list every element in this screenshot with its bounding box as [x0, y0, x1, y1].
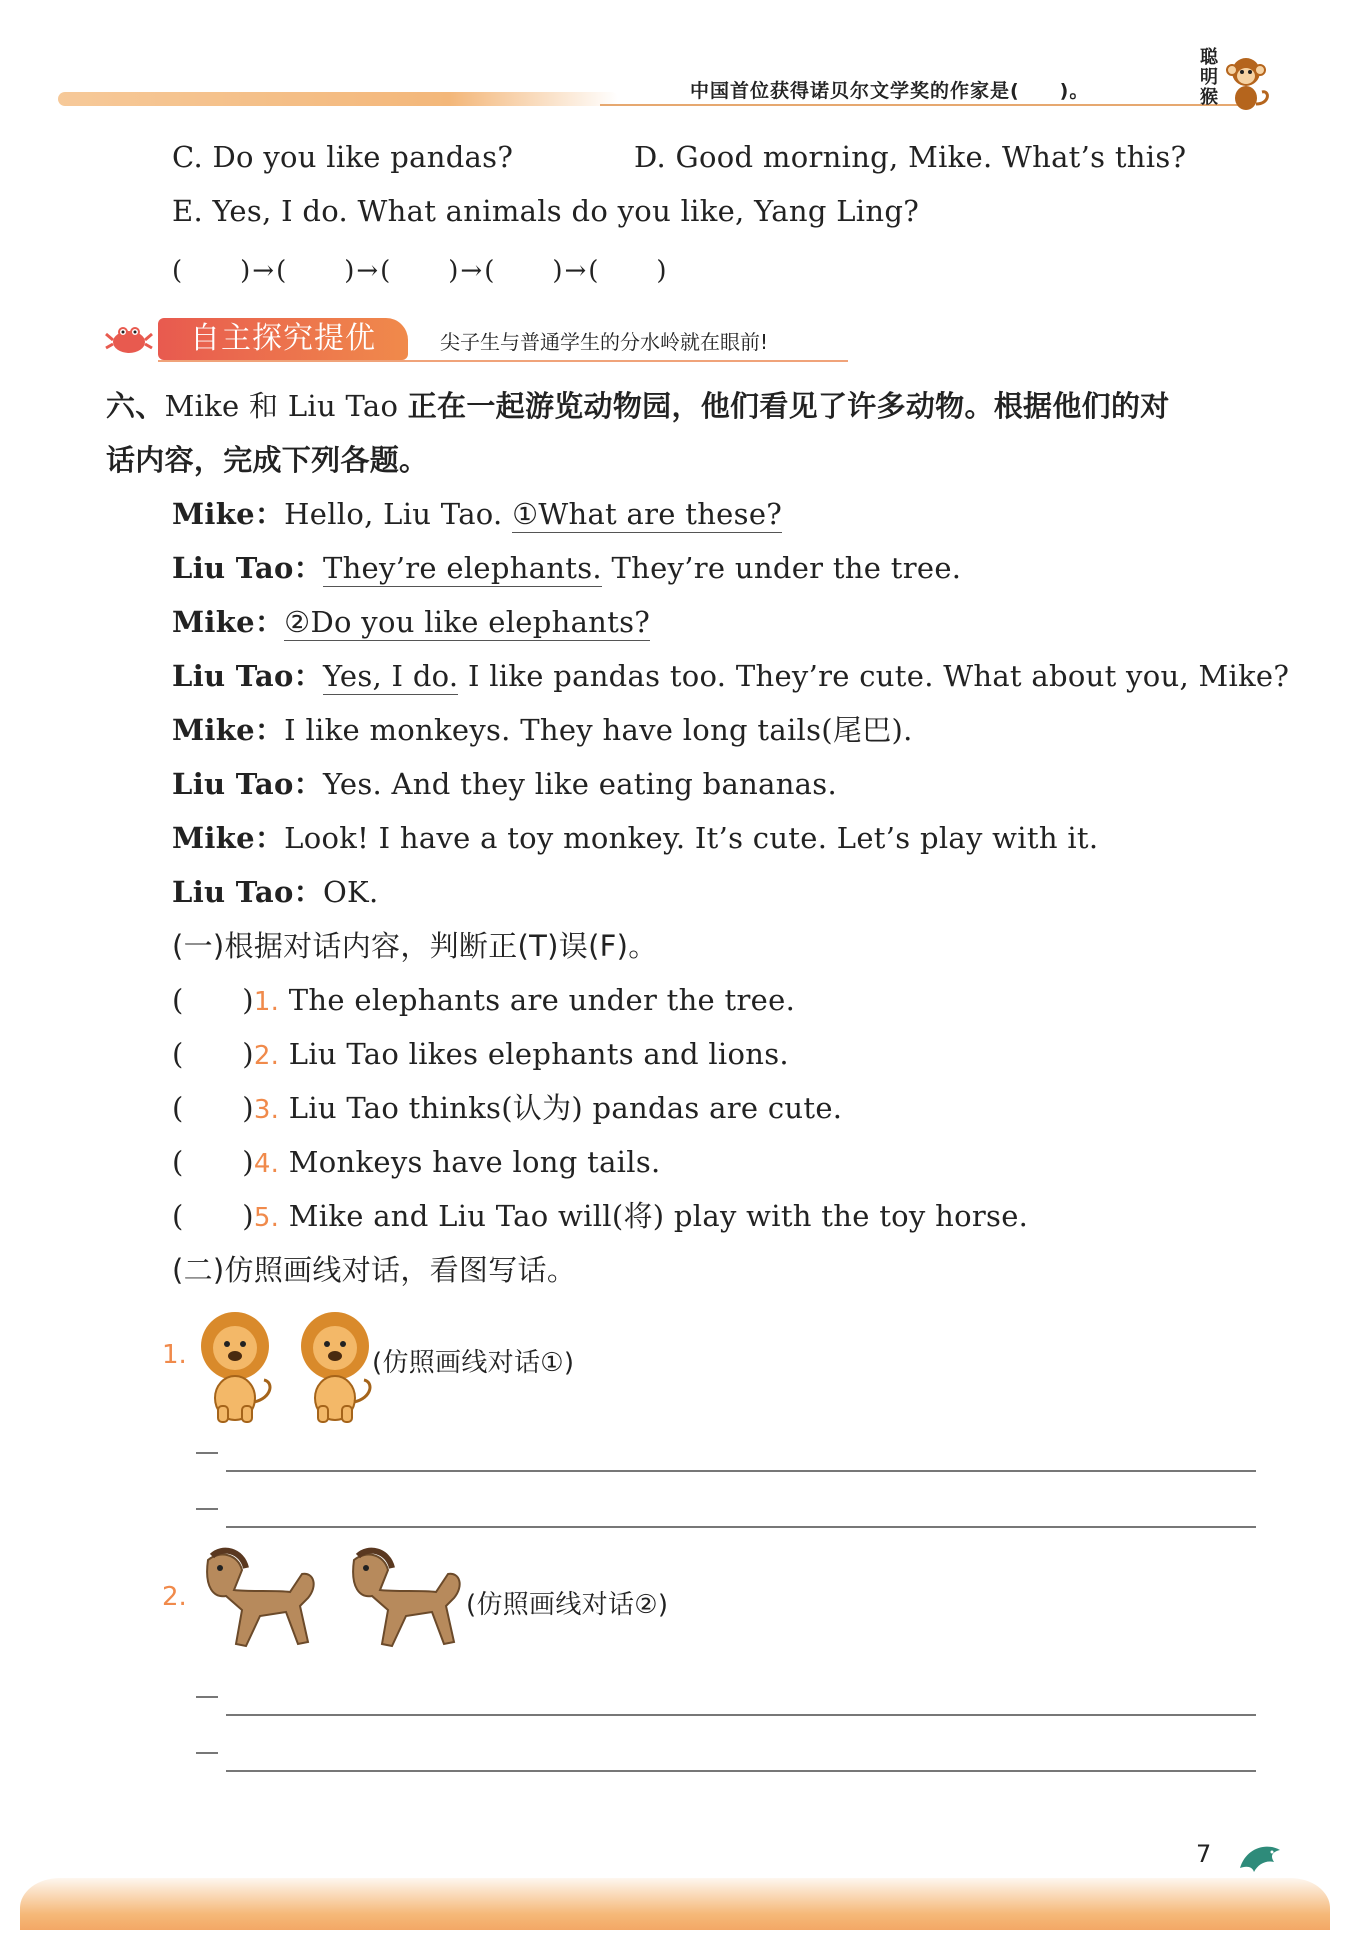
dialogue-line: [172, 492, 782, 533]
dialogue-text: Hello, Liu Tao.: [284, 497, 513, 531]
tf-item-number: 4.: [253, 1149, 280, 1179]
tf-item: [172, 978, 795, 1019]
dialogue-line: [172, 762, 837, 803]
writing-line[interactable]: [226, 1770, 1256, 1772]
dialogue-line: [172, 870, 379, 911]
mascot-tag: [1198, 48, 1220, 108]
tf-item: [172, 1194, 1028, 1235]
question6-intro-line2: 话内容，完成下列各题。: [106, 443, 429, 477]
part1-title: (一)根据对话内容，判断正(T)误(F)。: [172, 929, 658, 963]
option-c: C. Do you like pandas?: [172, 140, 514, 174]
tf-answer-blank[interactable]: ( ): [172, 1199, 254, 1233]
section-banner-title: 自主探究提优: [158, 318, 408, 360]
writing-line[interactable]: [226, 1714, 1256, 1716]
dolphin-icon: [1236, 1838, 1284, 1878]
horse-icon: [336, 1546, 466, 1664]
speaker-label: Mike：: [172, 497, 285, 531]
question6-intro-line1: [106, 384, 1170, 425]
speaker-label: Liu Tao：: [172, 875, 323, 909]
question6-names: Mike 和 Liu Tao: [164, 389, 408, 423]
tf-statement: Monkeys have long tails.: [279, 1145, 661, 1179]
writing-line[interactable]: [226, 1526, 1256, 1528]
tf-statement: The elephants are under the tree.: [279, 983, 796, 1017]
option-e: E. Yes, I do. What animals do you like, Yang Ling?: [172, 194, 920, 228]
answer-dash: [196, 1452, 218, 1454]
mascot-char-2: 明: [1200, 67, 1218, 88]
tf-item-number: 2.: [253, 1041, 280, 1071]
picture-item-hint: (仿照画线对话①): [372, 1348, 575, 1378]
page-number: 7: [1196, 1840, 1212, 1868]
tf-item: [172, 1086, 842, 1127]
picture-item-hint: (仿照画线对话②): [466, 1590, 669, 1620]
dialogue-text: OK.: [322, 875, 379, 909]
tf-statement: Mike and Liu Tao will(将) play with the toy horse.: [279, 1199, 1029, 1233]
speaker-label: Liu Tao：: [172, 767, 323, 801]
tf-answer-blank[interactable]: ( ): [172, 1037, 254, 1071]
question6-instruction: 正在一起游览动物园，他们看见了许多动物。根据他们的对: [407, 389, 1170, 423]
header-rule: [600, 104, 1240, 106]
tf-statement: Liu Tao likes elephants and lions.: [279, 1037, 789, 1071]
crab-icon: [104, 318, 154, 358]
picture-item-number: 2.: [162, 1582, 187, 1612]
header-question: 中国首位获得诺贝尔文学奖的作家是( )。: [690, 80, 1090, 102]
dialogue-line: [172, 546, 961, 587]
speaker-label: Mike：: [172, 821, 285, 855]
header-accent-bar: [58, 92, 618, 106]
question6-number: 六、: [106, 389, 165, 423]
dialogue-text: I like pandas too. They’re cute. What about you, Mike?: [458, 659, 1290, 693]
tf-item-number: 1.: [253, 987, 280, 1017]
option-d: D. Good morning, Mike. What’s this?: [634, 140, 1187, 174]
speaker-label: Mike：: [172, 713, 285, 747]
mascot-char-1: 聪: [1200, 47, 1218, 68]
dialogue-text: They’re under the tree.: [601, 551, 962, 585]
tf-item-number: 3.: [253, 1095, 280, 1125]
footer-accent-band: [20, 1878, 1330, 1930]
tf-item-number: 5.: [253, 1203, 280, 1233]
dialogue-line: [172, 654, 1289, 695]
horse-icon: [190, 1546, 320, 1664]
underlined-dialogue-2: ②Do you like elephants?: [284, 605, 651, 639]
dialogue-text: I like monkeys. They have long tails(尾巴).: [284, 713, 913, 747]
banner-rule: [158, 360, 848, 362]
lion-icon: [190, 1306, 280, 1426]
tf-item: [172, 1140, 661, 1181]
writing-line[interactable]: [226, 1470, 1256, 1472]
mascot-char-3: 猴: [1200, 87, 1218, 108]
picture-item-number: 1.: [162, 1340, 187, 1370]
answer-dash: [196, 1696, 218, 1698]
tf-answer-blank[interactable]: ( ): [172, 983, 254, 1017]
speaker-label: Liu Tao：: [172, 551, 323, 585]
dialogue-line: [172, 600, 650, 641]
answer-dash: [196, 1508, 218, 1510]
section-banner-subtitle: 尖子生与普通学生的分水岭就在眼前!: [440, 330, 769, 354]
dialogue-text: Look! I have a toy monkey. It’s cute. Let’s play with it.: [284, 821, 1099, 855]
tf-item: [172, 1032, 789, 1073]
dialogue-line: [172, 816, 1098, 857]
dialogue-line: [172, 708, 913, 749]
order-answer-blanks[interactable]: ( )→( )→( )→( )→( ): [172, 256, 669, 286]
dialogue-text: Yes. And they like eating bananas.: [322, 767, 837, 801]
tf-answer-blank[interactable]: ( ): [172, 1091, 254, 1125]
part2-title: (二)仿照画线对话，看图写话。: [172, 1253, 577, 1287]
underlined-answer-2: Yes, I do.: [322, 659, 459, 693]
speaker-label: Mike：: [172, 605, 285, 639]
underlined-dialogue-1: ①What are these?: [512, 497, 783, 531]
tf-answer-blank[interactable]: ( ): [172, 1145, 254, 1179]
tf-statement: Liu Tao thinks(认为) pandas are cute.: [279, 1091, 843, 1125]
answer-dash: [196, 1752, 218, 1754]
monkey-mascot-icon: [1222, 52, 1274, 114]
underlined-answer-1: They’re elephants.: [322, 551, 602, 585]
speaker-label: Liu Tao：: [172, 659, 323, 693]
lion-icon: [290, 1306, 380, 1426]
